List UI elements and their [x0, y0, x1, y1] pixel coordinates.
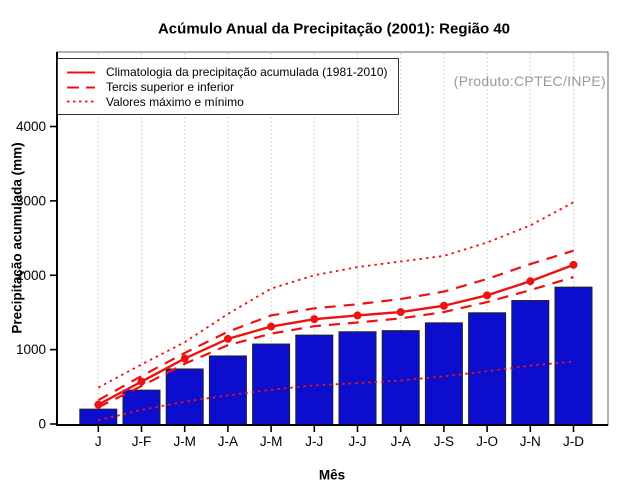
series-point: [570, 261, 578, 269]
legend-item-label: Valores máximo e mínimo: [106, 94, 244, 109]
legend-item-label: Climatologia da precipitação acumulada (1981-2010): [106, 65, 388, 80]
bar-J-J: [339, 332, 376, 426]
x-tick-label: J-O: [476, 434, 498, 449]
series-point: [181, 355, 189, 363]
series-point: [440, 302, 448, 310]
y-tick-label: 2000: [15, 267, 46, 283]
bar-J-D: [555, 287, 592, 425]
series-point: [354, 311, 362, 319]
x-tick-label: J-A: [390, 434, 411, 449]
x-tick-label: J-D: [563, 434, 584, 449]
x-tick-label: J-M: [259, 434, 283, 449]
x-axis-label: Mês: [318, 467, 346, 483]
x-tick-label: J-F: [131, 434, 152, 449]
legend-item-climatology: [66, 65, 398, 80]
x-tick-label: J-S: [433, 434, 455, 449]
x-tick-label: J-J: [348, 434, 367, 449]
bar-J-F: [123, 390, 160, 425]
series-point: [138, 378, 146, 386]
producer-watermark: (Produto:CPTEC/INPE): [453, 73, 606, 89]
x-tick-label: J-J: [305, 434, 324, 449]
y-tick-label: 1000: [15, 342, 46, 358]
y-tick-label: 3000: [15, 193, 46, 209]
bar-J-N: [512, 301, 549, 426]
y-tick-label: 0: [38, 416, 46, 432]
legend-item-terciles: [66, 80, 398, 95]
legend-item-label: Tercis superior e inferior: [106, 80, 235, 95]
bar-J-A: [209, 356, 246, 426]
bar-J-J: [296, 335, 333, 425]
x-tick-label: J-N: [519, 434, 541, 449]
bar-J-M: [166, 369, 203, 426]
series-point: [483, 291, 491, 299]
series-point: [224, 335, 232, 343]
solid-line-icon: [66, 70, 96, 75]
series-point: [94, 401, 102, 409]
legend-item-max-min: [66, 95, 398, 110]
x-tick-label: J: [94, 434, 102, 449]
dotted-line-icon: [66, 99, 96, 104]
bar-J-O: [469, 313, 506, 426]
series-point: [397, 308, 405, 316]
y-tick-label: 4000: [15, 119, 46, 134]
x-tick-label: J-A: [217, 434, 239, 449]
dashed-line-icon: [66, 85, 96, 90]
bar-J-M: [253, 344, 290, 425]
series-point: [267, 323, 275, 331]
bar-J-A: [382, 331, 419, 426]
legend: [57, 58, 399, 115]
chart-title: Acúmulo Anual da Precipitação (2001): Região 40: [157, 20, 511, 38]
bar-J-S: [425, 323, 462, 426]
series-point: [310, 315, 318, 323]
x-tick-label: J-M: [173, 434, 196, 449]
y-axis-label: Precipitação acumulada (mm): [9, 142, 25, 334]
series-point: [526, 277, 534, 285]
